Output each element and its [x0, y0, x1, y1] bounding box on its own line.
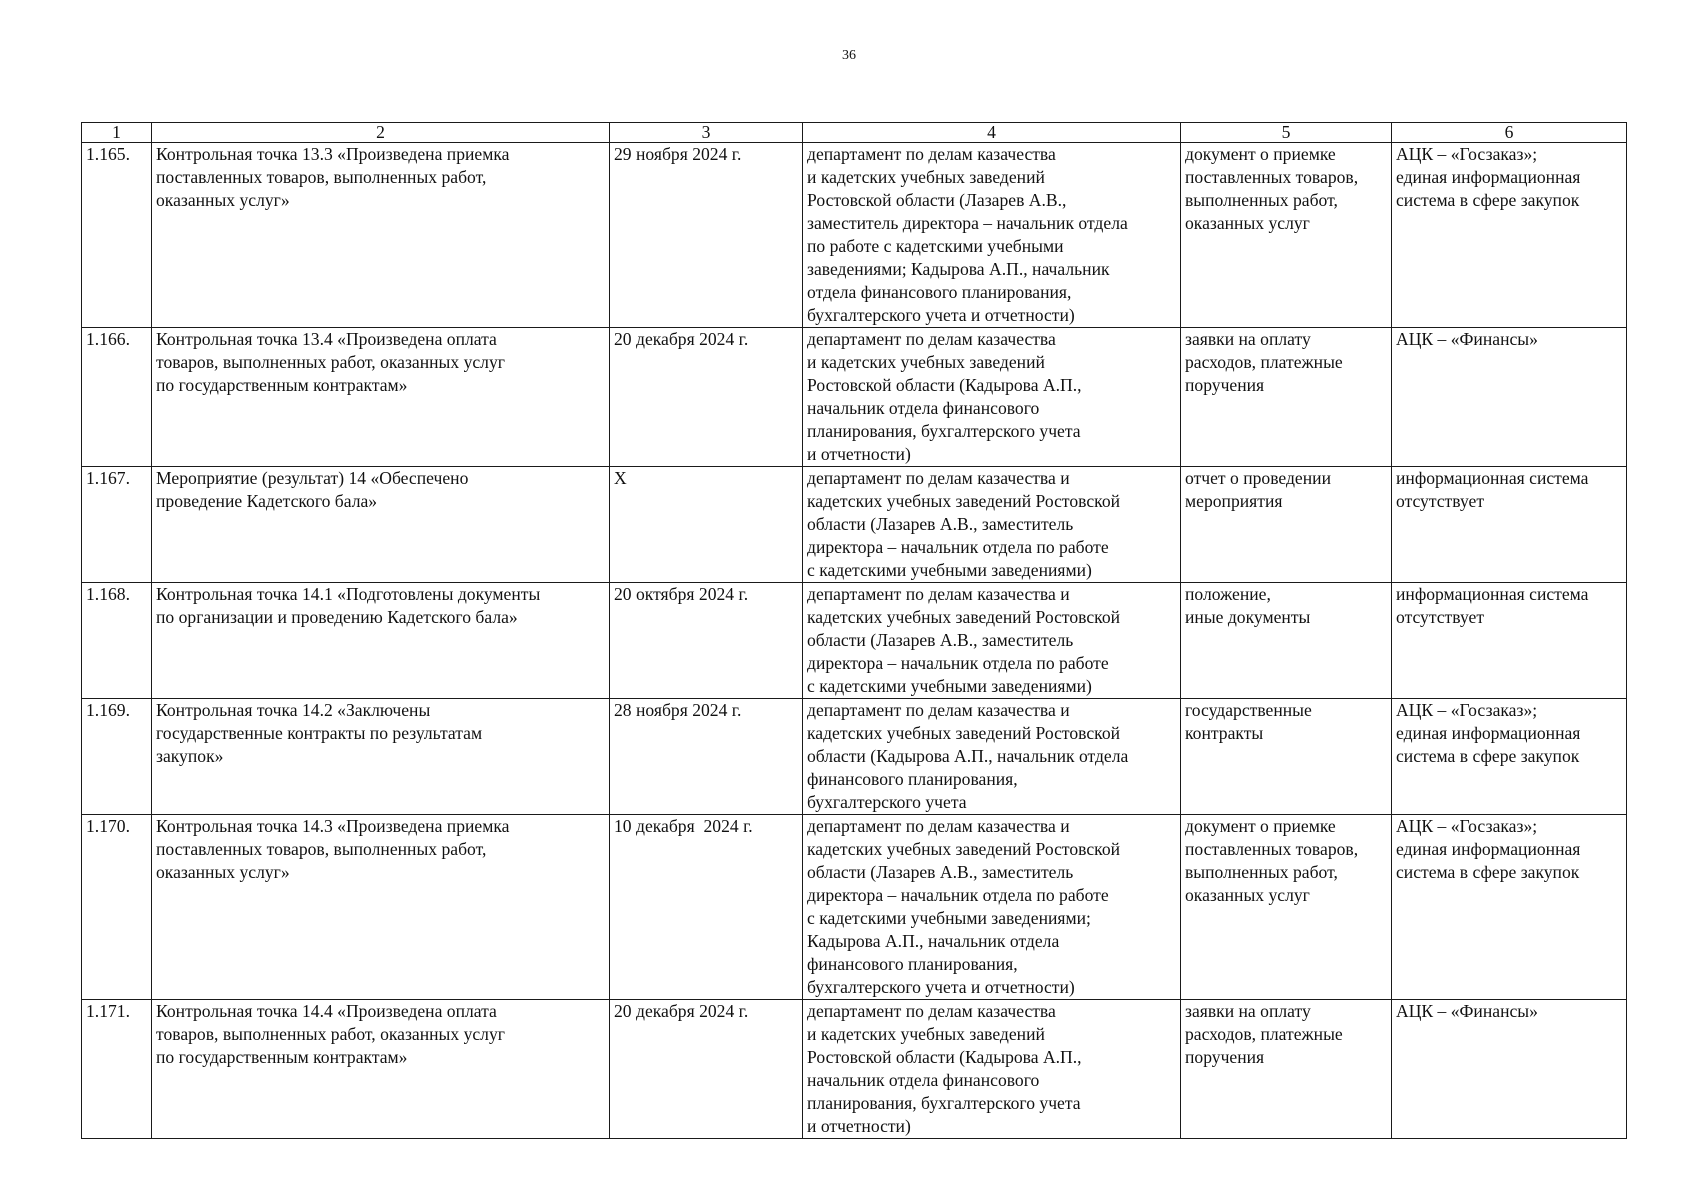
document-type: государственные контракты	[1181, 699, 1392, 815]
deadline-date: 28 ноября 2024 г.	[610, 699, 803, 815]
information-system: АЦК – «Госзаказ»; единая информационная система в сфере закупок	[1392, 815, 1627, 1000]
responsible-executor: департамент по делам казачества и кадетских учебных заведений Ростовской области (Лазарев А.В., заместитель директора – начальник отдела по работе с кадетскими учебными заведениями)	[803, 583, 1181, 699]
row-number: 1.171.	[82, 1000, 152, 1139]
deadline-date: X	[610, 467, 803, 583]
plan-table	[81, 122, 1627, 1139]
row-number: 1.166.	[82, 328, 152, 467]
document-type: положение, иные документы	[1181, 583, 1392, 699]
responsible-executor: департамент по делам казачества и кадетских учебных заведений Ростовской области (Кадырова А.П., начальник отдела финансового планирования, бухгалтерского учета и отчетности)	[803, 1000, 1181, 1139]
responsible-executor: департамент по делам казачества и кадетских учебных заведений Ростовской области (Лазарев А.В., заместитель директора – начальник отдела по работе с кадетскими учебными заведениями; Кадырова А.П., начальник отдела финансового планирования, бухгалтерского учета и отчетности)	[803, 815, 1181, 1000]
row-number: 1.167.	[82, 467, 152, 583]
information-system: АЦК – «Финансы»	[1392, 1000, 1627, 1139]
document-type: документ о приемке поставленных товаров, выполненных работ, оказанных услуг	[1181, 815, 1392, 1000]
deadline-date: 20 декабря 2024 г.	[610, 328, 803, 467]
responsible-executor: департамент по делам казачества и кадетских учебных заведений Ростовской области (Кадырова А.П., начальник отдела финансового планирования, бухгалтерского учета	[803, 699, 1181, 815]
event-name: Контрольная точка 14.3 «Произведена приемка поставленных товаров, выполненных работ, оказанных услуг»	[152, 815, 610, 1000]
row-number: 1.170.	[82, 815, 152, 1000]
event-name: Контрольная точка 13.4 «Произведена оплата товаров, выполненных работ, оказанных услуг по государственным контрактам»	[152, 328, 610, 467]
event-name: Контрольная точка 14.2 «Заключены государственные контракты по результатам закупок»	[152, 699, 610, 815]
column-header: 4	[803, 123, 1181, 143]
event-name: Контрольная точка 13.3 «Произведена приемка поставленных товаров, выполненных работ, оказанных услуг»	[152, 143, 610, 328]
table-row	[82, 1000, 1627, 1139]
deadline-date: 20 октября 2024 г.	[610, 583, 803, 699]
document-type: отчет о проведении мероприятия	[1181, 467, 1392, 583]
information-system: информационная система отсутствует	[1392, 583, 1627, 699]
document-type: документ о приемке поставленных товаров, выполненных работ, оказанных услуг	[1181, 143, 1392, 328]
column-header: 6	[1392, 123, 1627, 143]
page-number: 36	[842, 48, 856, 63]
document-type: заявки на оплату расходов, платежные поручения	[1181, 1000, 1392, 1139]
information-system: АЦК – «Госзаказ»; единая информационная система в сфере закупок	[1392, 699, 1627, 815]
document-type: заявки на оплату расходов, платежные поручения	[1181, 328, 1392, 467]
information-system: АЦК – «Госзаказ»; единая информационная система в сфере закупок	[1392, 143, 1627, 328]
event-name: Контрольная точка 14.4 «Произведена оплата товаров, выполненных работ, оказанных услуг по государственным контрактам»	[152, 1000, 610, 1139]
table-row	[82, 699, 1627, 815]
header-row	[82, 123, 1627, 143]
column-header: 2	[152, 123, 610, 143]
deadline-date: 20 декабря 2024 г.	[610, 1000, 803, 1139]
deadline-date: 10 декабря 2024 г.	[610, 815, 803, 1000]
table-row	[82, 583, 1627, 699]
table-row	[82, 328, 1627, 467]
row-number: 1.168.	[82, 583, 152, 699]
column-header: 5	[1181, 123, 1392, 143]
column-header: 1	[82, 123, 152, 143]
event-name: Мероприятие (результат) 14 «Обеспечено проведение Кадетского бала»	[152, 467, 610, 583]
column-header: 3	[610, 123, 803, 143]
table-row	[82, 467, 1627, 583]
information-system: информационная система отсутствует	[1392, 467, 1627, 583]
table-row	[82, 143, 1627, 328]
responsible-executor: департамент по делам казачества и кадетских учебных заведений Ростовской области (Лазарев А.В., заместитель директора – начальник отдела по работе с кадетскими учебными заведениями)	[803, 467, 1181, 583]
table-row	[82, 815, 1627, 1000]
responsible-executor: департамент по делам казачества и кадетских учебных заведений Ростовской области (Кадырова А.П., начальник отдела финансового планирования, бухгалтерского учета и отчетности)	[803, 328, 1181, 467]
row-number: 1.169.	[82, 699, 152, 815]
row-number: 1.165.	[82, 143, 152, 328]
information-system: АЦК – «Финансы»	[1392, 328, 1627, 467]
deadline-date: 29 ноября 2024 г.	[610, 143, 803, 328]
event-name: Контрольная точка 14.1 «Подготовлены документы по организации и проведению Кадетского бала»	[152, 583, 610, 699]
responsible-executor: департамент по делам казачества и кадетских учебных заведений Ростовской области (Лазарев А.В., заместитель директора – начальник отдела по работе с кадетскими учебными заведениями; Кадырова А.П., начальник отдела финансового планирования, бухгалтерского учета и отчетности)	[803, 143, 1181, 328]
